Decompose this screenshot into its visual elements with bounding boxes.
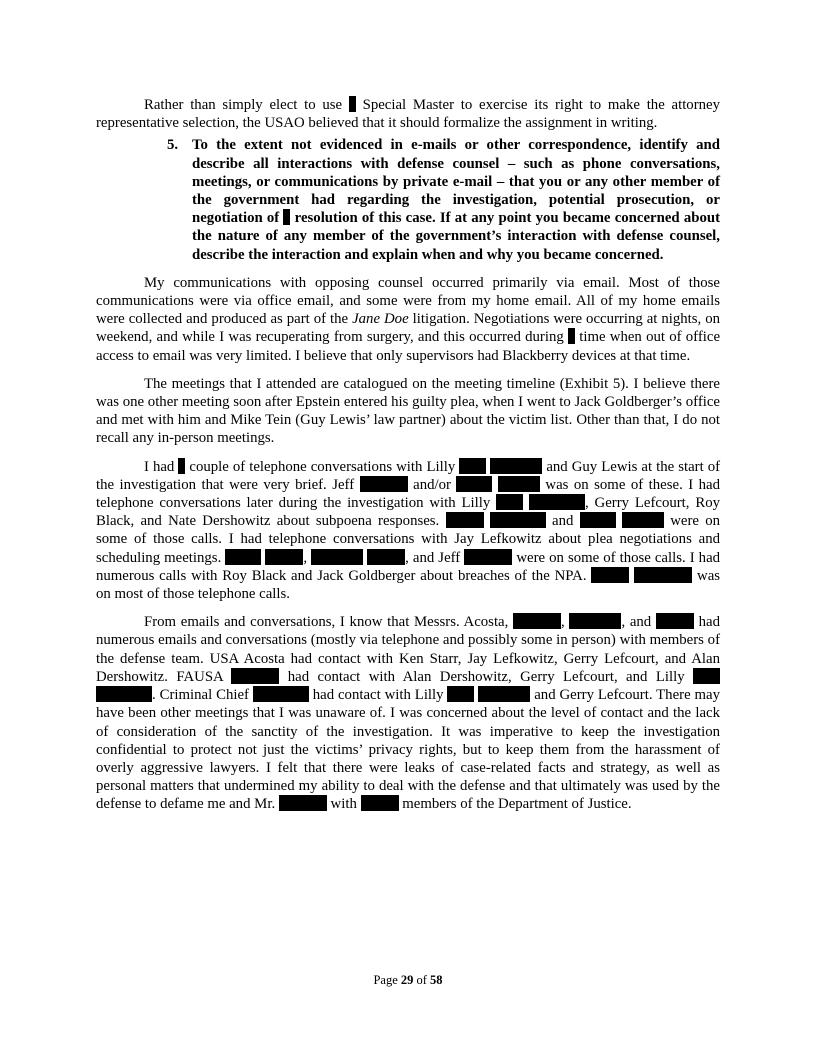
redaction-box xyxy=(253,686,309,702)
case-name: Jane Doe xyxy=(352,311,409,328)
redaction-box xyxy=(529,494,585,510)
redaction-box xyxy=(459,458,486,474)
redaction-box xyxy=(693,668,720,684)
redaction-box xyxy=(478,686,530,702)
redaction-box xyxy=(456,476,492,492)
paragraph-communications: My communications with opposing counsel occurred primarily via email. Most of those communications were via office email, and some were from my home email. All of my home emails were collected and produced as part of the Jane Doe litigation. Negotiations were occurring at nights, on weekend, and while I was recuperating from surgery, and this occurred during time when out of office access to email was very limited. I believe that only supervisors had Blackberry devices at that time. xyxy=(96,274,721,364)
redaction-box xyxy=(361,795,399,811)
redaction-box xyxy=(622,512,664,528)
page-label: Page xyxy=(373,973,398,987)
redaction-box xyxy=(580,512,616,528)
redaction-box xyxy=(490,458,542,474)
redaction-box xyxy=(367,549,405,565)
redaction-box xyxy=(569,613,621,629)
redaction-box xyxy=(446,512,484,528)
page-of: of xyxy=(416,973,427,987)
paragraph-meetings: The meetings that I attended are catalogued on the meeting timeline (Exhibit 5). I believe there was one other meeting soon after Epstein entered his guilty plea, when I went to Jack Goldberger’s office and met with him and Mike Tein (Guy Lewis’ law partner) about the victim list. Other than that, I do not recall any in-person meetings. xyxy=(96,375,720,447)
question-text-a: To the extent not evidenced in e-mails or other correspondence, identify and describe all interactions with defense counsel – such as phone conversations, meetings, or communications by private e-mail – that you or any other member of the government had regarding the investigation, potential prosecution, or negotiation of xyxy=(192,137,720,227)
redaction-box xyxy=(513,613,561,629)
redaction-box xyxy=(498,476,540,492)
redaction-box xyxy=(265,549,303,565)
redaction-box xyxy=(634,567,692,583)
redaction-box xyxy=(360,476,408,492)
paragraph-telephone-conversations: I had couple of telephone conversations with Lilly and Guy Lewis at the start of the investigation that were very brief. Jeff and/or was on some of these. I had telephone conversations later during the investigation with Lilly , Gerry Lefcourt, Roy Black, and Nate Dershowitz about subpoena responses. and were on some of those calls. I had telephone conversations with Jay Lefkowitz about plea negotiations and scheduling meetings. , , and Jeff were on some of those calls. I had numerous calls with Roy Black and Jack Goldberger about breaches of the NPA. was on most of those telephone calls. xyxy=(96,458,721,603)
redaction-box xyxy=(279,795,327,811)
redaction-box xyxy=(231,668,279,684)
redaction-box xyxy=(447,686,474,702)
page-number: 29 xyxy=(400,973,414,987)
redaction-box xyxy=(96,686,152,702)
question-text-b: resolution of this case. If at any point you became concerned about the nature of any member of the government’s interaction with defense counsel, describe the interaction and explain when and why you became concerned. xyxy=(192,210,721,263)
redaction-box xyxy=(464,549,512,565)
paragraph-government-contacts: From emails and conversations, I know that Messrs. Acosta, , , and had numerous emails and conversations (mostly via telephone and possibly some in person) with members of the defense team. USA Acosta had contact with Ken Starr, Jay Lefkowitz, Gerry Lefcourt, and Alan Dershowitz. FAUSA had contact with Alan Dershowitz, Gerry Lefcourt, and Lilly . Criminal Chief had contact with Lilly and Gerry Lefcourt. There may have been other meetings that I was unaware of. I was concerned about the level of contact and the lack of consideration of the sanctity of the investigation. It was imperative to keep the investigation confidential to protect not just the victims’ privacy rights, but to keep them from the harassment of overly aggressive lawyers. I felt that there were leaks of case-related facts and strategy, as well as personal matters that undermined my ability to deal with the defense and that ultimately was used by the defense to defame me and Mr. with members of the Department of Justice. xyxy=(96,614,720,813)
question-number: 5. xyxy=(167,137,179,154)
redaction-box xyxy=(496,494,523,510)
page-footer xyxy=(0,973,816,988)
redaction-box xyxy=(568,328,575,344)
redaction-box xyxy=(178,458,185,474)
redaction-box xyxy=(591,567,629,583)
redaction-box xyxy=(283,209,290,225)
paragraph-attorney-selection: Rather than simply elect to use Special Master to exercise its right to make the attorney representative selection, the USAO believed that it should formalize the assignment in writing. xyxy=(96,97,720,132)
redaction-box xyxy=(225,549,261,565)
question-5 xyxy=(167,136,721,263)
document-body xyxy=(96,96,720,824)
redaction-box xyxy=(490,512,546,528)
redaction-box xyxy=(311,549,363,565)
page-total: 58 xyxy=(430,973,443,987)
redaction-box xyxy=(349,96,356,112)
redaction-box xyxy=(656,613,694,629)
